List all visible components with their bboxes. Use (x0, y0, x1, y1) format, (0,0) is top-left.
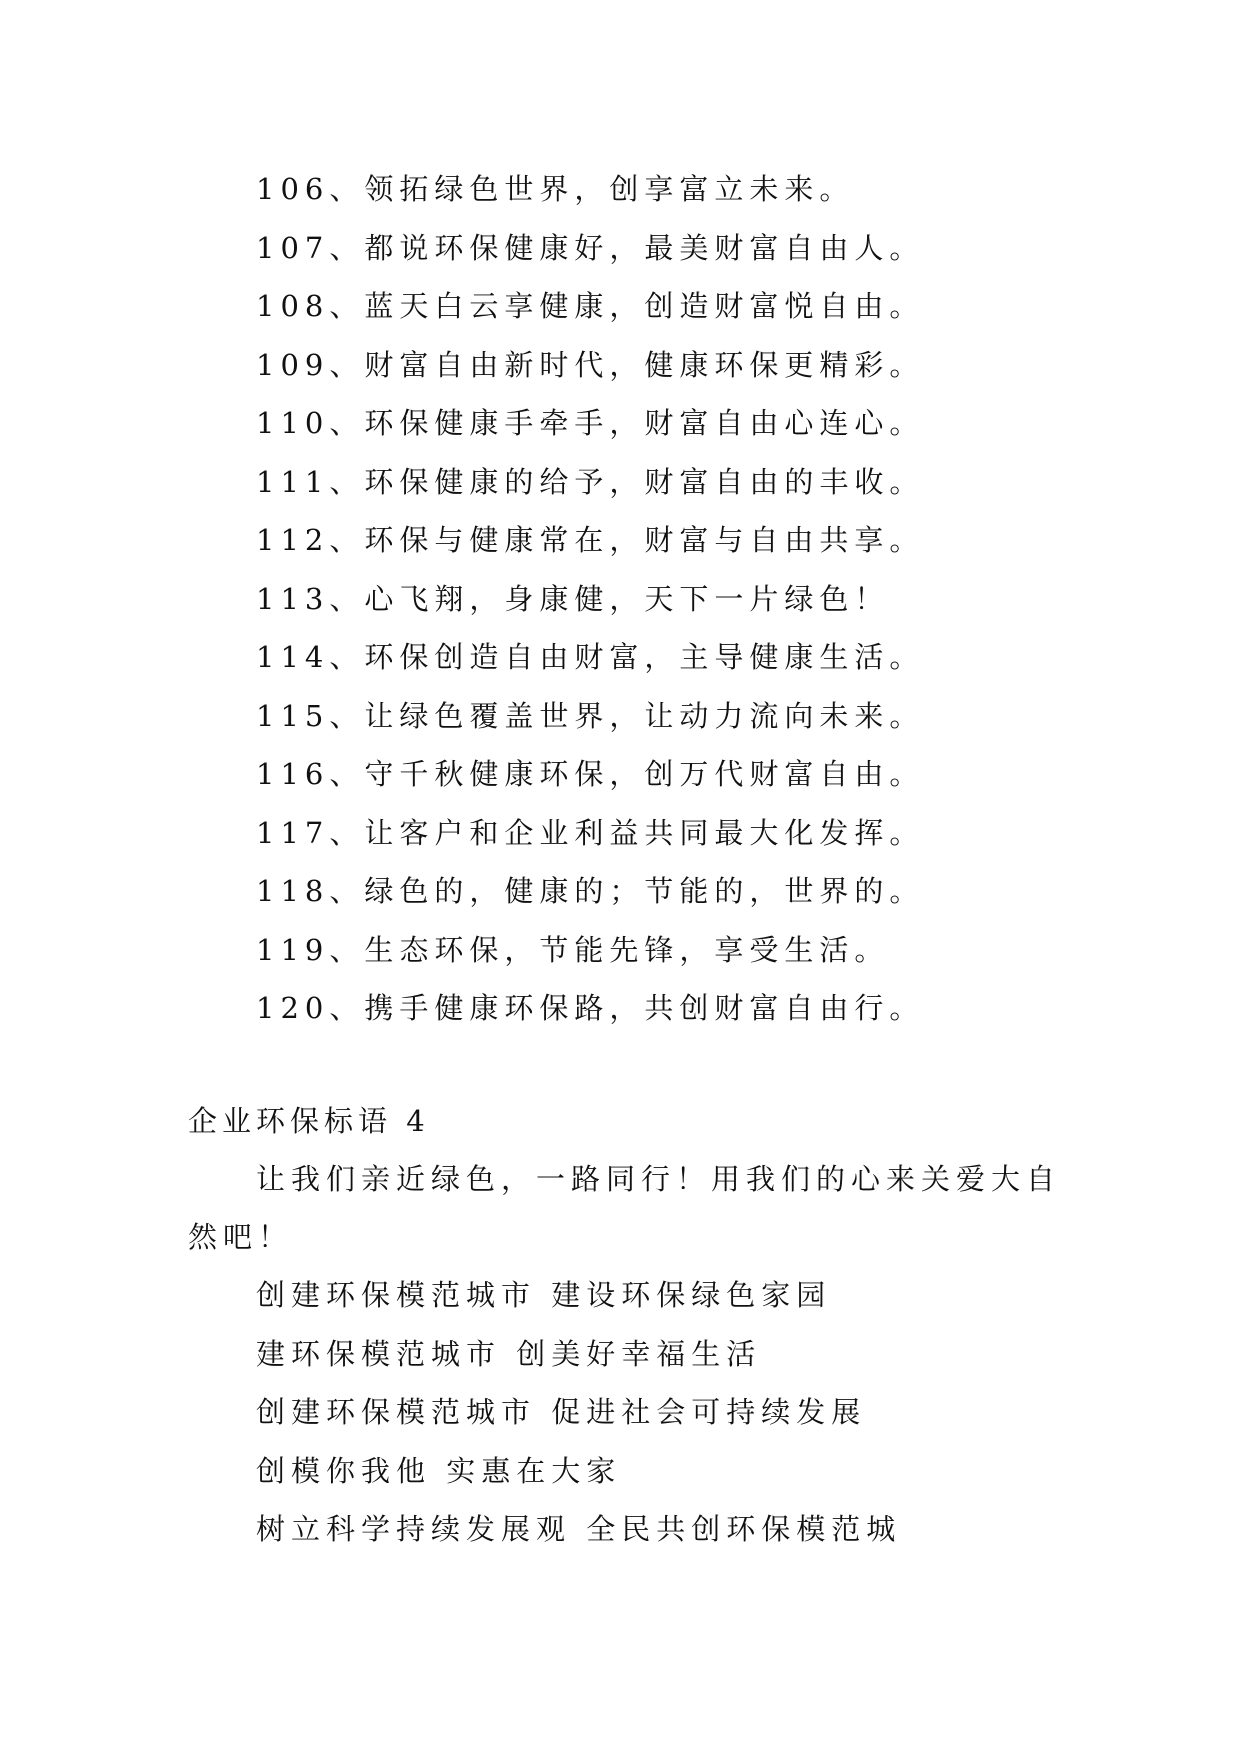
slogan-item: 创建环保模范城市 促进社会可持续发展 (256, 1395, 867, 1429)
slogan-item: 树立科学持续发展观 全民共创环保模范城 (256, 1512, 902, 1546)
list-item: 114、环保创造自由财富，主导健康生活。 (256, 640, 925, 674)
intro-paragraph: 让我们亲近绿色，一路同行！用我们的心来关爱大自然吧！ (188, 1162, 1062, 1254)
numbered-slogan-list (256, 160, 1156, 1038)
list-item: 120、携手健康环保路，共创财富自由行。 (256, 991, 925, 1025)
list-item: 106、领拓绿色世界，创享富立未来。 (256, 172, 855, 206)
list-item: 117、让客户和企业利益共同最大化发挥。 (256, 815, 925, 850)
slogan-item: 建环保模范城市 创美好幸福生活 (256, 1336, 762, 1371)
slogan-item: 创模你我他 实惠在大家 (256, 1453, 622, 1488)
list-item: 108、蓝天白云享健康，创造财富悦自由。 (256, 289, 925, 323)
slogan-item: 创建环保模范城市 建设环保绿色家园 (256, 1278, 832, 1312)
list-item: 112、环保与健康常在，财富与自由共享。 (256, 523, 925, 557)
list-item: 113、心飞翔，身康健，天下一片绿色！ (256, 581, 890, 616)
list-item: 115、让绿色覆盖世界，让动力流向未来。 (256, 698, 925, 733)
list-item: 109、财富自由新时代，健康环保更精彩。 (256, 347, 925, 382)
list-item: 107、都说环保健康好，最美财富自由人。 (256, 230, 925, 265)
list-item: 118、绿色的，健康的；节能的，世界的。 (256, 874, 925, 908)
list-item: 116、守千秋健康环保，创万代财富自由。 (256, 757, 925, 791)
list-item: 119、生态环保，节能先锋，享受生活。 (256, 932, 890, 967)
slogan-list (256, 1266, 1156, 1559)
list-item: 111、环保健康的给予，财富自由的丰收。 (256, 464, 925, 499)
section-heading: 企业环保标语 4 (188, 1104, 430, 1138)
list-item: 110、环保健康手牵手，财富自由心连心。 (256, 406, 925, 440)
